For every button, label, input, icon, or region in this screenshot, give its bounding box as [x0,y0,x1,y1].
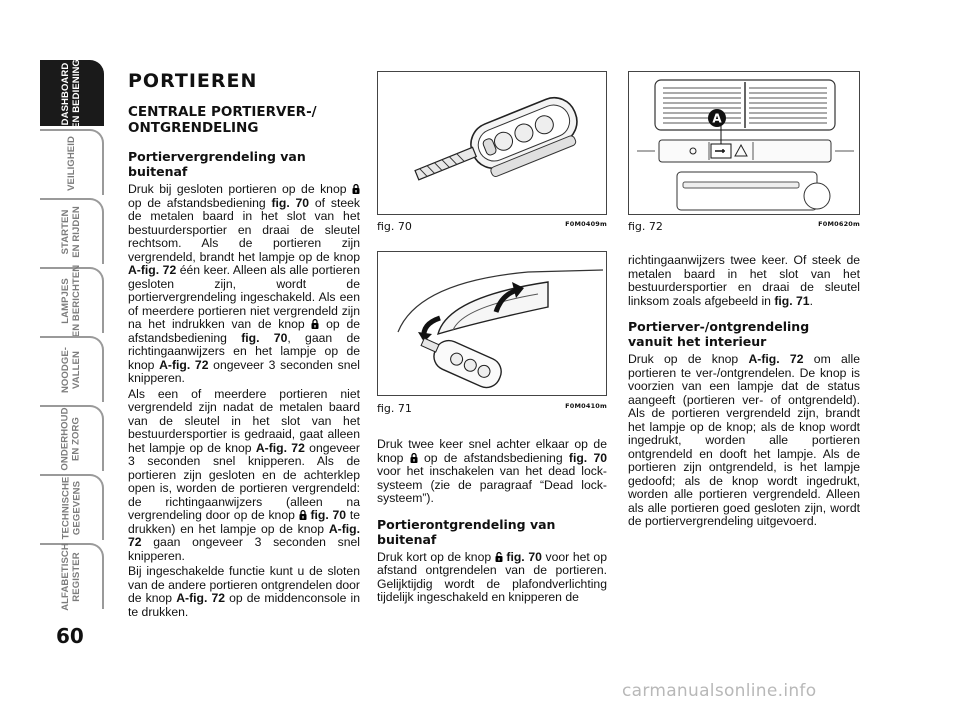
figure-caption: fig. 70 [377,220,412,233]
chapter-tabs [40,60,104,612]
tab-dashboard[interactable] [40,59,104,129]
paragraph: Druk op de knop A-fig. 72 om alle portieren te ver-/ontgrendelen. De knop is voorzien van een lampje dat de status aangeeft (portieren ver- of ontgrendeld). Als de portieren vergrendeld zijn, brandt het lampje op de knop; als de knop wordt ingedrukt, worden alle portieren ontgrendeld en dooft het lampje. Als de portieren zijn ontgrendeld, is het lampje gedoofd; als de knop wordt ingedrukt, worden alle portieren vergrendeld. Alleen als alle portieren goed gesloten zijn, wordt de portiervergrendeling uitgevoerd. [628,352,860,528]
tab-label: LAMPJES EN BERICHTEN [60,264,82,338]
lock-icon [352,184,360,194]
section-subtitle: CENTRALE PORTIERVER-/ ONTGRENDELING [128,104,317,136]
paragraph: Bij ingeschakelde functie kunt u de sloten van de andere portieren ontgrendelen door de knop A-fig. 72 op de middenconsole in te drukken. [128,564,360,619]
lock-icon [311,319,319,329]
tab-technische[interactable] [40,474,104,540]
figure-frame [628,71,860,215]
paragraph: Als een of meerdere portieren niet vergrendeld zijn nadat de metalen baard van de sleutel in het slot van het bestuurdersportier is gedraaid, gaat alleen het lampje op de knop A-fig. 72 ongeveer 3 seconden snel knipperen. Als de portieren zijn gesloten en de achterklep open is, worden de portieren vergrendeld: de richtingaanwijzers (alleen na vergrendeling door op de knop fig. 70 te drukken) en het lampje op de knop A-fig. 72 gaan ongeveer 3 seconden snel knipperen. [128,386,361,563]
section3-heading: Portierver-/ontgrendeling vanuit het interieur [628,319,810,349]
figure-code: F0M0409m [565,220,607,228]
tab-veiligheid[interactable] [40,129,104,195]
section1-heading: Portiervergrendeling van buitenaf [128,149,306,179]
figure-frame [377,71,607,215]
center-console-illustration [629,72,860,215]
tab-register[interactable] [40,543,104,609]
lock-icon [410,453,418,463]
door-handle-key-illustration [378,252,607,396]
lock-icon [299,510,307,520]
tab-label: ONDERHOUD EN ZORG [60,407,82,471]
tab-noodgevallen[interactable] [40,336,104,402]
watermark: carmanualsonline.info [622,681,817,701]
figure-caption: fig. 72 [628,220,663,233]
remote-key-illustration [378,72,607,215]
tab-label: DASHBOARD EN BEDIENING [60,59,83,129]
paragraph: Druk kort op de knop fig. 70 voor het op afstand ontgrendelen van de portieren. Gelijktijdig wordt de plafondverlichting tijdelijk ingeschakeld en knipperen de [377,549,607,604]
page-number: 60 [56,624,84,648]
paragraph: Druk twee keer snel achter elkaar op de knop op de afstandsbediening fig. 70 voor het inschakelen van het dead lock-systeem (zie de paragraaf “Dead lock-systeem”). [377,437,608,505]
tab-label: TECHNISCHE GEGEVENS [60,476,83,540]
tab-label: NOODGE- VALLEN [60,346,82,394]
figure-caption: fig. 71 [377,402,412,415]
paragraph: richtingaanwijzers twee keer. Of steek de metalen baard in het slot van het bestuurdersportier en draai de sleutel linksom zoals afgebeeld in fig. 71. [628,253,860,308]
figure-70 [377,71,607,237]
page-title: PORTIEREN [128,70,258,92]
column-3 [628,254,860,531]
marker-a-label: A [712,111,722,126]
column-2 [377,438,607,607]
tab-label: VEILIGHEID [65,135,77,191]
figure-72 [628,71,860,237]
tab-onderhoud[interactable] [40,405,104,471]
figure-code: F0M0620m [818,220,860,228]
paragraph: Druk bij gesloten portieren op de knop op de afstandsbediening fig. 70 of steek de metalen baard in het slot van het bestuurdersportier en draai de sleutel rechtsom. Als de portieren zijn vergrendeld, brandt het lampje op de knop A-fig. 72 één keer. Alleen als alle portieren gesloten zijn, wordt de portiervergrendeling ingeschakeld. Als een of meerdere portieren niet vergrendeld zijn na het indrukken van de knop op de afstandsbediening fig. 70, gaan de richtingaanwijzers en het lampje op de knop A-fig. 72 ongeveer 3 seconden snel knipperen. [128,182,360,385]
figure-frame [377,251,607,396]
tab-label: STARTEN EN RIJDEN [59,206,82,258]
section2-heading: Portierontgrendeling van buitenaf [377,516,556,547]
column-1 [128,70,360,621]
figure-71 [377,251,607,419]
tab-starten[interactable] [40,198,104,264]
tab-label: ALFABETISCH REGISTER [60,543,83,611]
figure-code: F0M0410m [565,402,607,410]
tab-lampjes[interactable] [40,264,104,338]
unlock-icon [495,552,503,562]
